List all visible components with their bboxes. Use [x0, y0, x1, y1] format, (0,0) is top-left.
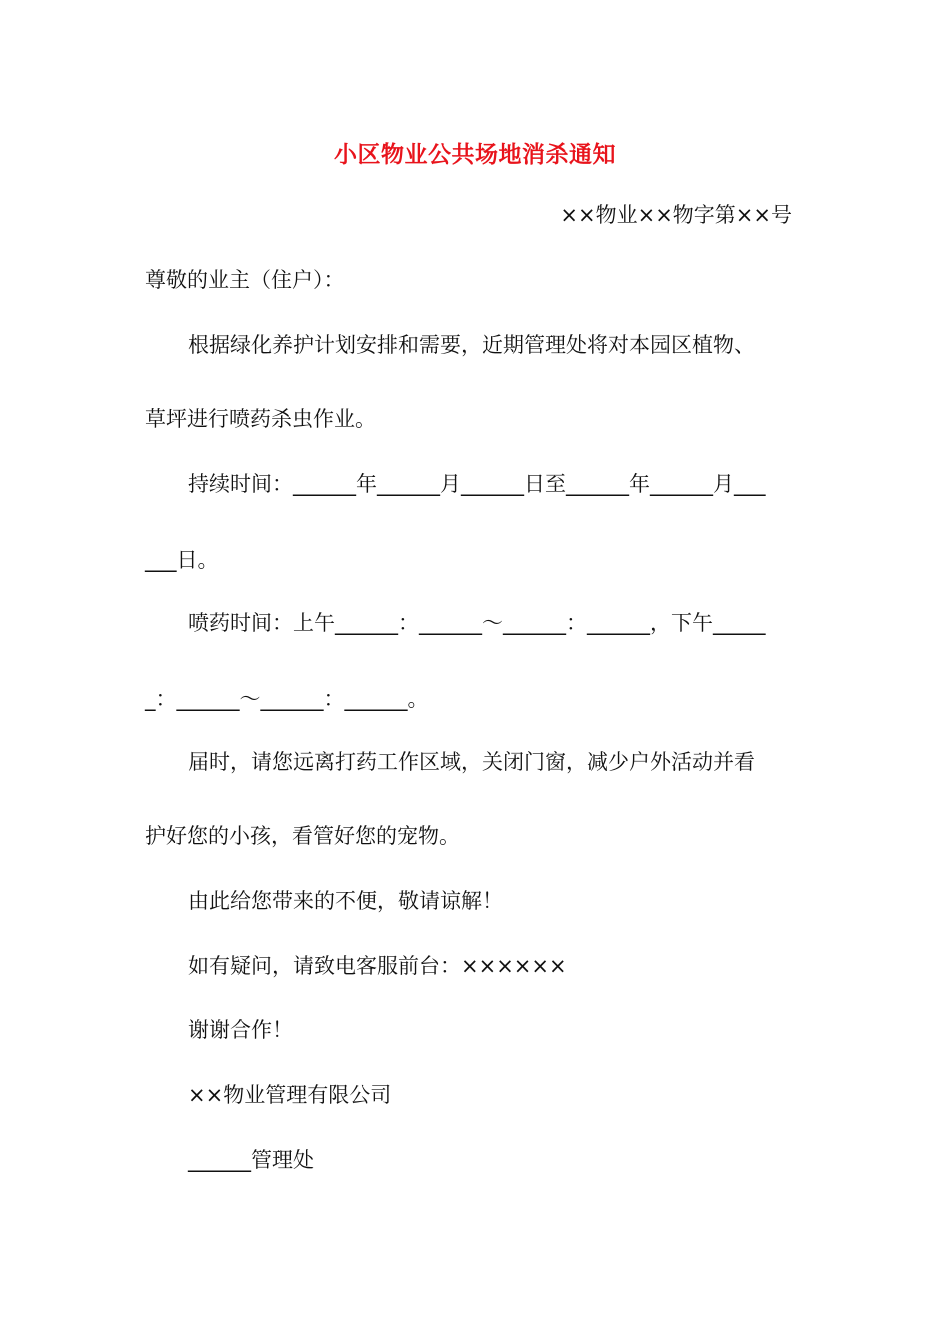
signature-office: ______管理处 [188, 1148, 314, 1172]
paragraph-intro-line-1: 根据绿化养护计划安排和需要，近期管理处将对本园区植物、 [188, 333, 755, 357]
paragraph-intro-line-2: 草坪进行喷药杀虫作业。 [145, 407, 376, 431]
thanks-line: 谢谢合作！ [188, 1018, 293, 1042]
paragraph-notice-line-1: 届时，请您远离打药工作区域，关闭门窗，减少户外活动并看 [188, 750, 755, 774]
document-number: ××物业××物字第××号 [560, 203, 792, 227]
contact-line: 如有疑问，请致电客服前台：×××××× [188, 954, 567, 978]
duration-line-2: ___日。 [145, 548, 219, 572]
duration-line-1: 持续时间：______年______月______日至______年______月___ [188, 472, 766, 496]
salutation: 尊敬的业主（住户）： [145, 268, 345, 292]
paragraph-notice-line-2: 护好您的小孩，看管好您的宠物。 [145, 824, 460, 848]
signature-company: ××物业管理有限公司 [188, 1083, 392, 1107]
spray-time-line-1: 喷药时间：上午______：______～______：______，下午_____ [188, 611, 766, 635]
spray-time-line-2: _：______～______：______。 [145, 687, 429, 711]
document-title: 小区物业公共场地消杀通知 [334, 142, 616, 168]
apology-line: 由此给您带来的不便，敬请谅解！ [188, 889, 503, 913]
